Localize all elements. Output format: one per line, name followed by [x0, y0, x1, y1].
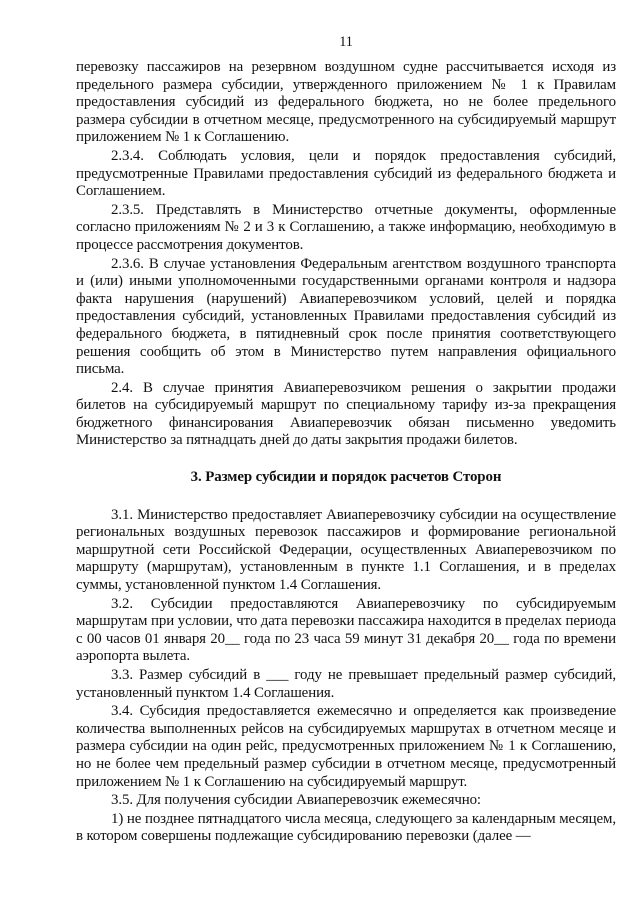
paragraph-2-3-4: 2.3.4. Соблюдать условия, цели и порядок предоставления субсидий, предусмотренные Правилами предоставления субсидий из федерального бюджета и Соглашением.	[76, 147, 616, 200]
paragraph-continuation: перевозку пассажиров на резервном воздушном судне рассчитывается исходя из предельного размера субсидии, утвержденного приложением № 1 к Правилам предоставления субсидий из федерального бюджета, но не более предельного размера субсидии в отчетном месяце, предусмотренного на субсидируемый маршрут приложением № 1 к Соглашению.	[76, 59, 616, 146]
paragraph-3-5-item-1: 1) не позднее пятнадцатого числа месяца, следующего за календарным месяцем, в котором совершены подлежащие субсидированию перевозки (далее —	[76, 810, 616, 845]
section-title: 3. Размер субсидии и порядок расчетов Сторон	[190, 469, 502, 486]
paragraph-2-3-6: 2.3.6. В случае установления Федеральным агентством воздушного транспорта и (или) иными уполномоченными государственными органами контроля и надзора факта нарушения (нарушений) Авиаперевозчиком условий, целей и порядка предоставления субсидий, установленных Правилами предоставления субсидий из федерального бюджета, в пятидневный срок после принятия соответствующего решения сообщить об этом в Министерство путем направления официального письма.	[76, 255, 616, 378]
page-number: 11	[339, 34, 353, 50]
paragraph-3-5: 3.5. Для получения субсидии Авиаперевозчик ежемесячно:	[111, 792, 481, 809]
paragraph-3-4: 3.4. Субсидия предоставляется ежемесячно и определяется как произведение количества выполненных рейсов на субсидируемых маршрутах в отчетном месяце и размера субсидии на один рейс, предусмотренных приложением № 1 к Соглашению, но не более чем предельный размер субсидии в отчетном месяце, предусмотренный приложением № 1 к Соглашению на субсидируемый маршрут.	[76, 703, 616, 790]
paragraph-3-3: 3.3. Размер субсидий в ___ году не превышает предельный размер субсидий, установленный пунктом 1.4 Соглашения.	[76, 667, 616, 701]
paragraph-2-4: 2.4. В случае принятия Авиаперевозчиком решения о закрытии продажи билетов на субсидируемый маршрут по специальному тарифу из-за прекращения бюджетного финансирования Авиаперевозчик обязан письменно уведомить Министерство за пятнадцать дней до даты закрытия продажи билетов.	[76, 379, 616, 449]
paragraph-3-2: 3.2. Субсидии предоставляются Авиаперевозчику по субсидируемым маршрутам при условии, что дата перевозки пассажира находится в пределах периода с 00 часов 01 января 20__ года по 23 часа 59 минут 31 декабря 20__ года по времени аэропорта вылета.	[76, 595, 616, 665]
paragraph-3-1: 3.1. Министерство предоставляет Авиаперевозчику субсидии на осуществление региональных воздушных перевозок пассажиров и формирование региональной маршрутной сети Российской Федерации, осуществленных Авиаперевозчиком по маршруту (маршрутам), установленным в пункте 1.1 Соглашения, и в пределах суммы, установленной пунктом 1.4 Соглашения.	[76, 506, 616, 594]
document-page	[76, 34, 616, 846]
paragraph-2-3-5: 2.3.5. Представлять в Министерство отчетные документы, оформленные согласно приложениям № 2 и 3 к Соглашению, а также информацию, необходимую в процессе рассмотрения документов.	[76, 201, 616, 253]
